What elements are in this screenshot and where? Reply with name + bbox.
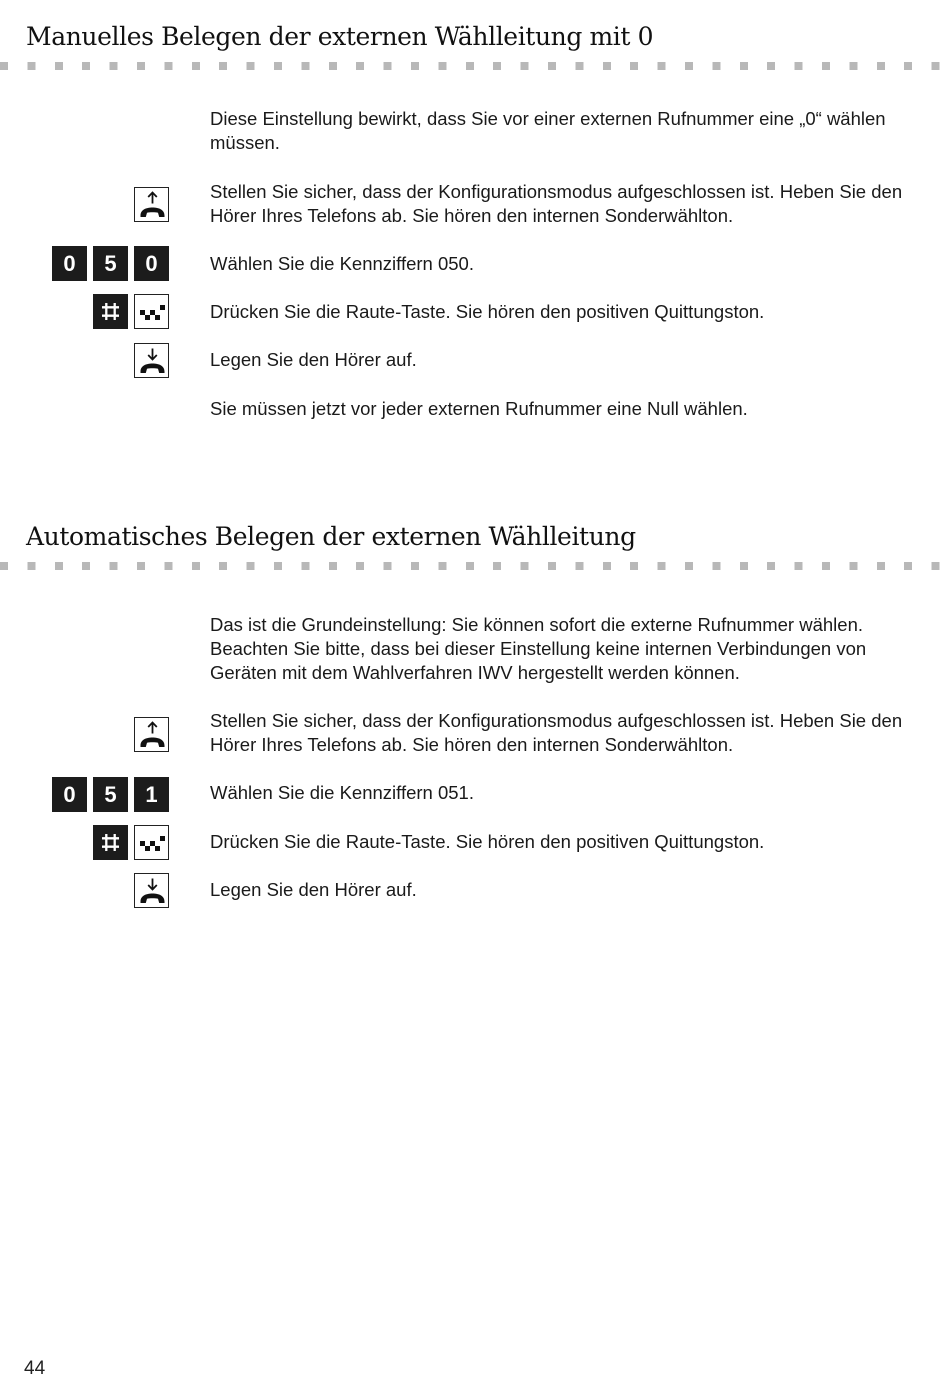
step-text: Stellen Sie sicher, dass der Konfigurationsmodus aufgeschlossen ist. Heben Sie den Hörer Ihres Telefons ab. Sie hören den internen Sonderwählton. [210, 181, 903, 226]
dotted-divider [0, 562, 950, 570]
step-text: Stellen Sie sicher, dass der Konfigurationsmodus aufgeschlossen ist. Heben Sie den Hörer Ihres Telefons ab. Sie hören den internen Sonderwählton. [210, 710, 903, 755]
handset-lift-icon [134, 717, 169, 752]
digit-key: 0 [134, 246, 169, 281]
result-text: Sie müssen jetzt vor jeder externen Rufnummer eine Null wählen. [210, 398, 748, 419]
handset-hangup-icon [134, 343, 169, 378]
step-text: Drücken Sie die Raute-Taste. Sie hören den positiven Quittungston. [210, 301, 765, 322]
digit-key: 0 [52, 246, 87, 281]
hash-key-icon [93, 294, 128, 329]
handset-lift-icon [134, 187, 169, 222]
dotted-divider [0, 62, 950, 70]
intro-text: Diese Einstellung bewirkt, dass Sie vor einer externen Rufnummer eine „0“ wählen müssen. [210, 108, 886, 153]
step-text: Legen Sie den Hörer auf. [210, 349, 417, 370]
section-title: Automatisches Belegen der externen Wählleitung [26, 522, 636, 551]
step-text: Drücken Sie die Raute-Taste. Sie hören den positiven Quittungston. [210, 831, 765, 852]
step-text: Wählen Sie die Kennziffern 051. [210, 782, 474, 803]
step-text: Wählen Sie die Kennziffern 050. [210, 253, 474, 274]
step-text: Legen Sie den Hörer auf. [210, 879, 417, 900]
confirmation-tone-icon [134, 825, 169, 860]
digit-key: 5 [93, 246, 128, 281]
confirmation-tone-icon [134, 294, 169, 329]
digit-key: 0 [52, 777, 87, 812]
digit-key: 1 [134, 777, 169, 812]
handset-hangup-icon [134, 873, 169, 908]
section-title: Manuelles Belegen der externen Wählleitung mit 0 [26, 22, 654, 51]
intro-text: Das ist die Grundeinstellung: Sie können sofort die externe Rufnummer wählen. Beachten Sie bitte, dass bei dieser Einstellung keine internen Verbindungen von Geräten mit dem Wahlverfahren IWV hergestellt werden können. [210, 614, 867, 683]
page-number: 44 [24, 1358, 46, 1379]
digit-key: 5 [93, 777, 128, 812]
hash-key-icon [93, 825, 128, 860]
